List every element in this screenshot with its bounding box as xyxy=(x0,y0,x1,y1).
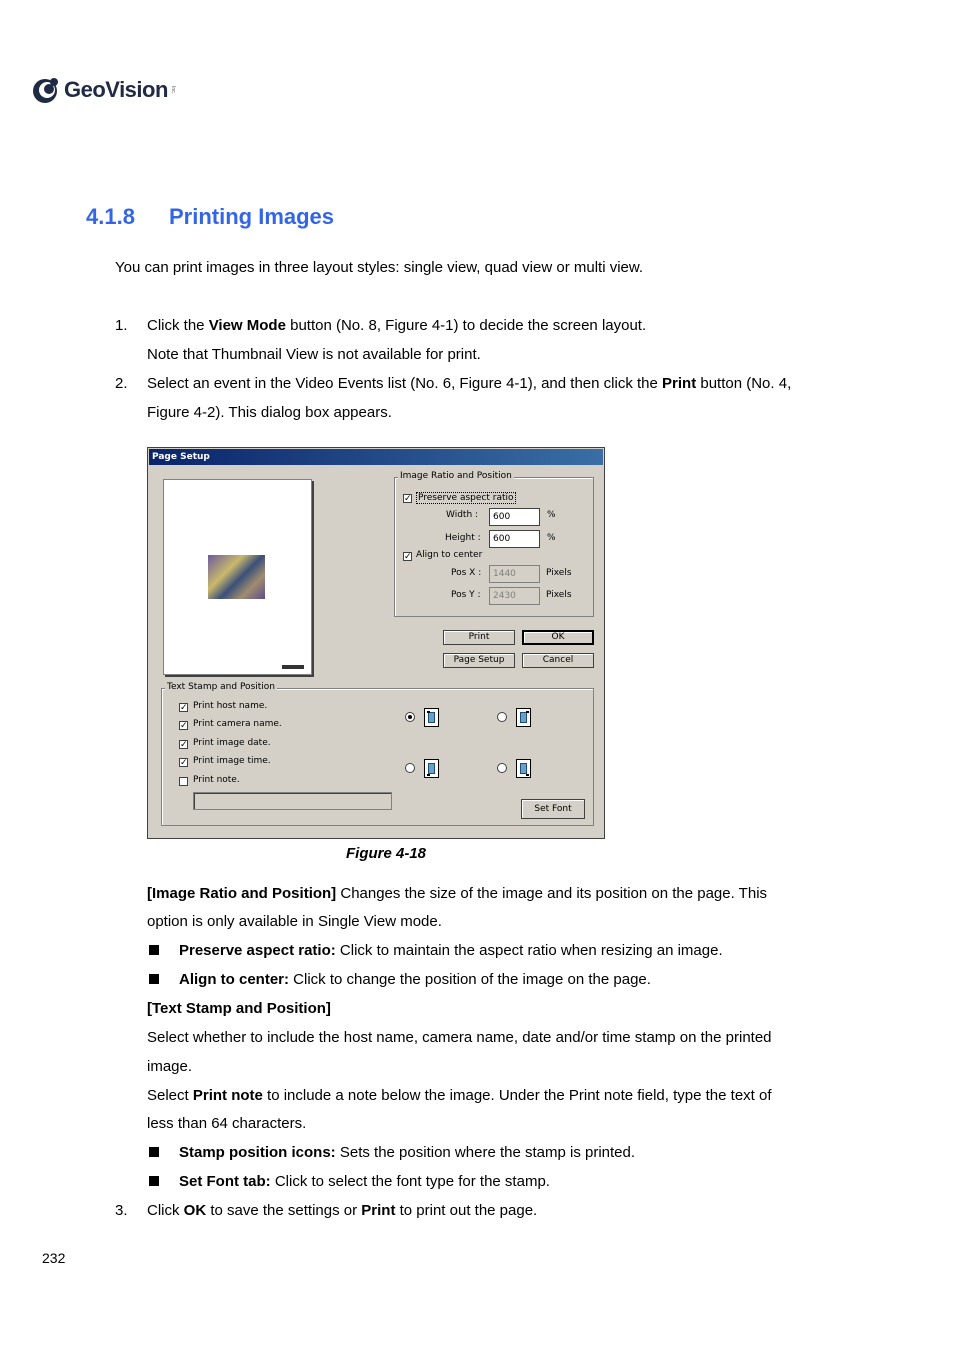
stamp-desc-line2: image. xyxy=(147,1058,193,1075)
print-note-input[interactable] xyxy=(193,792,392,810)
print-time-label: Print image time. xyxy=(193,756,271,766)
stamp-pos-top-right-radio[interactable] xyxy=(497,712,507,722)
stamp-top-right-icon xyxy=(516,708,531,727)
stamp-heading: [Text Stamp and Position] xyxy=(147,1000,331,1017)
stamp-pos-top-left-radio[interactable] xyxy=(405,712,415,722)
geovision-logo-icon xyxy=(32,75,62,105)
print-host-label: Print host name. xyxy=(193,701,268,711)
section-title: Printing Images xyxy=(169,204,335,229)
geovision-logo xyxy=(32,72,176,108)
image-ratio-group-label: Image Ratio and Position xyxy=(400,471,512,481)
print-camera-checkbox[interactable]: ✓ xyxy=(180,721,188,731)
page-setup-button[interactable]: Page Setup xyxy=(443,653,515,668)
width-label: Width : xyxy=(446,510,479,520)
ratio-desc: [Image Ratio and Position] Changes the size of the image and its position on the page. This xyxy=(147,885,768,902)
print-note-label: Print note. xyxy=(193,775,240,785)
geovision-logo-text: GeoVision xyxy=(64,77,168,102)
preserve-aspect-label: Preserve aspect ratio xyxy=(418,493,514,503)
print-time-checkbox[interactable]: ✓ xyxy=(180,758,188,768)
dialog-title: Page Setup xyxy=(149,449,603,465)
figure-caption: Figure 4-18 xyxy=(346,845,427,862)
stamp-bottom-left-icon xyxy=(424,759,439,778)
print-button[interactable]: Print xyxy=(443,630,515,645)
preserve-desc: Preserve aspect ratio: Click to maintain the aspect ratio when resizing an image. xyxy=(179,942,723,959)
cancel-button[interactable]: Cancel xyxy=(522,653,594,668)
page-number: 232 xyxy=(42,1250,66,1266)
step-2-number: 2. xyxy=(115,375,128,392)
geovision-logo-tm: Inc. xyxy=(169,85,176,95)
bullet-square xyxy=(149,945,159,955)
ratio-desc-line2: option is only available in Single View mode. xyxy=(147,913,442,930)
set-font-button[interactable]: Set Font xyxy=(521,799,585,819)
stamp-top-left-icon xyxy=(424,708,439,727)
height-unit: % xyxy=(547,533,556,543)
font-desc: Set Font tab: Click to select the font type for the stamp. xyxy=(179,1173,550,1190)
page-setup-dialog xyxy=(147,447,605,839)
ok-button[interactable]: OK xyxy=(522,630,594,645)
text-stamp-group-label: Text Stamp and Position xyxy=(167,682,275,692)
print-date-checkbox[interactable]: ✓ xyxy=(180,740,188,750)
width-unit: % xyxy=(547,510,556,520)
step-2-text-line2: Figure 4-2). This dialog box appears. xyxy=(147,404,392,421)
section-number: 4.1.8 xyxy=(86,204,135,229)
posx-unit: Pixels xyxy=(546,568,572,578)
preview-stamp-mark xyxy=(282,665,304,669)
intro-text: You can print images in three layout styles: single view, quad view or multi view. xyxy=(115,259,644,276)
align-desc: Align to center: Click to change the position of the image on the page. xyxy=(179,971,651,988)
stamp-bottom-right-icon xyxy=(516,759,531,778)
width-input[interactable]: 600 xyxy=(489,508,540,526)
step-3-text: Click OK to save the settings or Print to print out the page. xyxy=(147,1202,538,1219)
align-center-checkbox[interactable]: ✓ xyxy=(404,552,412,562)
stamp-pos-bottom-left-radio[interactable] xyxy=(405,763,415,773)
print-preview xyxy=(163,479,312,675)
bullet-square xyxy=(149,1176,159,1186)
posy-unit: Pixels xyxy=(546,590,572,600)
step-1-text: Click the View Mode button (No. 8, Figure 4-1) to decide the screen layout. xyxy=(147,317,647,334)
note-desc: Select Print note to include a note below the image. Under the Print note field, type the text of xyxy=(147,1087,772,1104)
icons-desc: Stamp position icons: Sets the position where the stamp is printed. xyxy=(179,1144,636,1161)
bullet-square xyxy=(149,974,159,984)
step-2-text: Select an event in the Video Events list (No. 6, Figure 4-1), and then click the Print button (No. 4, xyxy=(147,375,792,392)
posy-label: Pos Y : xyxy=(451,590,481,600)
step-1-note: Note that Thumbnail View is not available for print. xyxy=(147,346,481,363)
preview-thumbnail xyxy=(208,555,265,599)
note-desc-line2: less than 64 characters. xyxy=(147,1115,307,1132)
posx-label: Pos X : xyxy=(451,568,482,578)
print-camera-label: Print camera name. xyxy=(193,719,282,729)
stamp-desc: Select whether to include the host name, camera name, date and/or time stamp on the printed xyxy=(147,1029,772,1046)
print-note-checkbox[interactable] xyxy=(179,777,188,786)
preserve-aspect-checkbox[interactable]: ✓ xyxy=(404,494,412,504)
height-input[interactable]: 600 xyxy=(489,530,540,548)
posy-input[interactable]: 2430 xyxy=(489,587,540,605)
posx-input[interactable]: 1440 xyxy=(489,565,540,583)
step-1-number: 1. xyxy=(115,317,128,334)
print-host-checkbox[interactable]: ✓ xyxy=(180,703,188,713)
step-3-number: 3. xyxy=(115,1202,128,1219)
section-heading xyxy=(86,204,334,230)
stamp-pos-bottom-right-radio[interactable] xyxy=(497,763,507,773)
align-center-label: Align to center xyxy=(416,550,483,560)
bullet-square xyxy=(149,1147,159,1157)
print-date-label: Print image date. xyxy=(193,738,271,748)
height-label: Height : xyxy=(445,533,481,543)
